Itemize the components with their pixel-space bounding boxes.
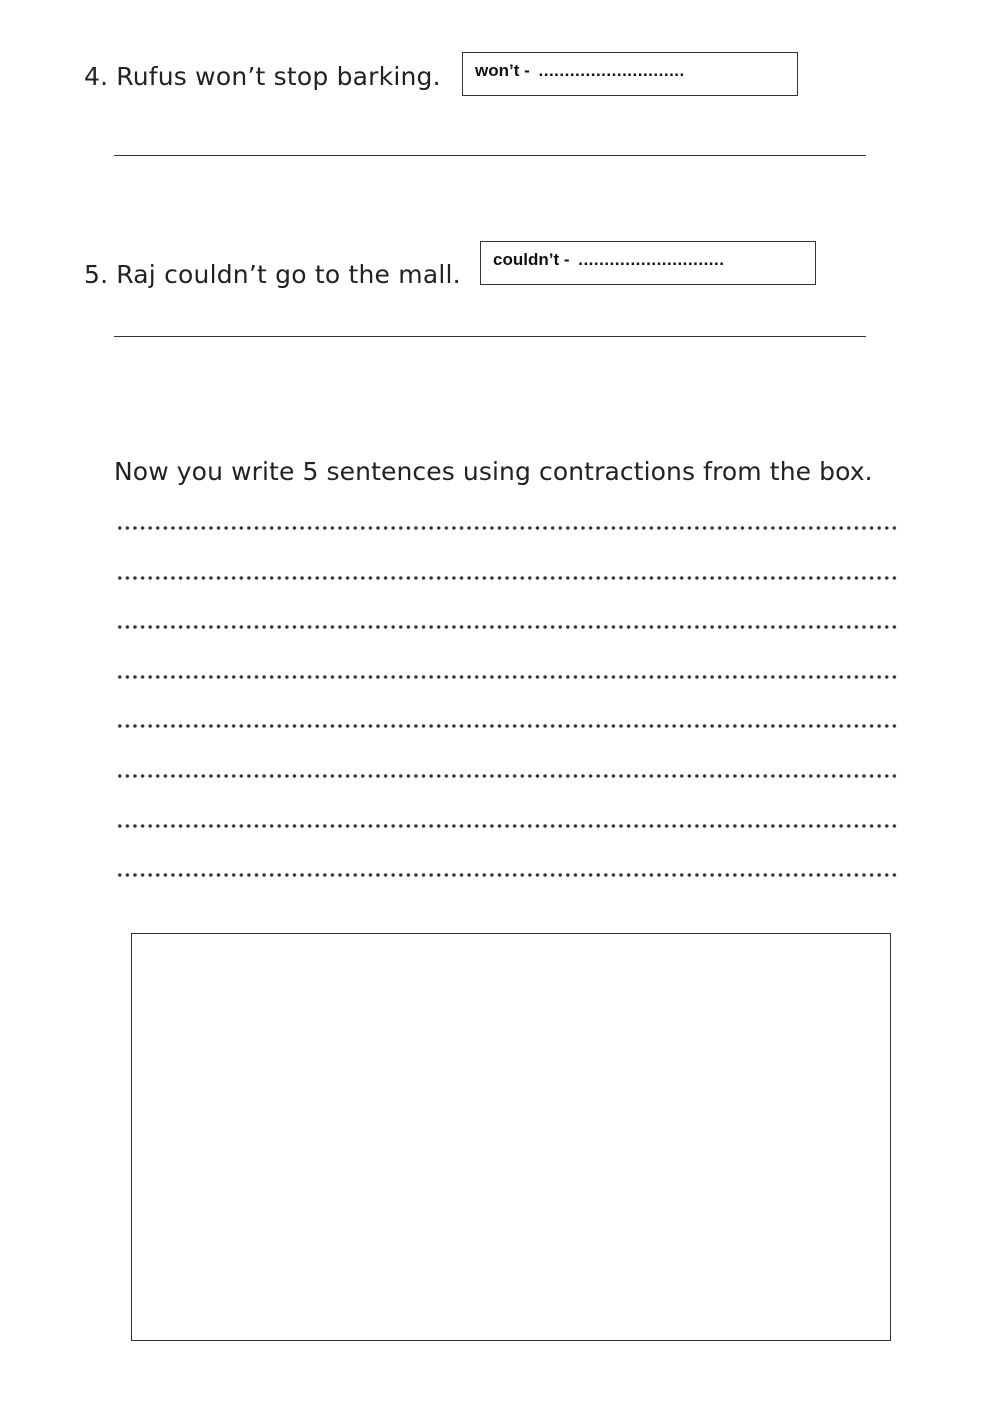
writing-line-4[interactable] [116, 674, 900, 680]
writing-line-6[interactable] [116, 773, 900, 779]
contraction-answer-field[interactable]: ............................ [538, 61, 685, 80]
answer-line-question-4[interactable] [114, 155, 866, 156]
question-number: 5. [84, 260, 109, 289]
question-sentence: Rufus won’t stop barking. [116, 62, 441, 91]
writing-line-5[interactable] [116, 723, 900, 729]
question-number: 4. [84, 62, 109, 91]
question-5 [84, 260, 461, 290]
instruction-text: Now you write 5 sentences using contractions from the box. [114, 457, 873, 486]
question-sentence: Raj couldn’t go to the mall. [116, 260, 461, 289]
writing-line-1[interactable] [116, 525, 900, 531]
contraction-label: won’t - [475, 61, 530, 80]
answer-line-question-5[interactable] [114, 336, 866, 337]
contraction-answer-field[interactable]: ............................ [578, 250, 725, 269]
writing-line-7[interactable] [116, 823, 900, 829]
contraction-box-wont [462, 52, 798, 96]
writing-line-8[interactable] [116, 872, 900, 878]
writing-line-3[interactable] [116, 624, 900, 630]
contraction-box-couldnt [480, 241, 816, 285]
writing-line-2[interactable] [116, 575, 900, 581]
question-4 [84, 62, 441, 92]
drawing-box[interactable] [131, 933, 891, 1341]
contraction-label: couldn’t - [493, 250, 570, 269]
